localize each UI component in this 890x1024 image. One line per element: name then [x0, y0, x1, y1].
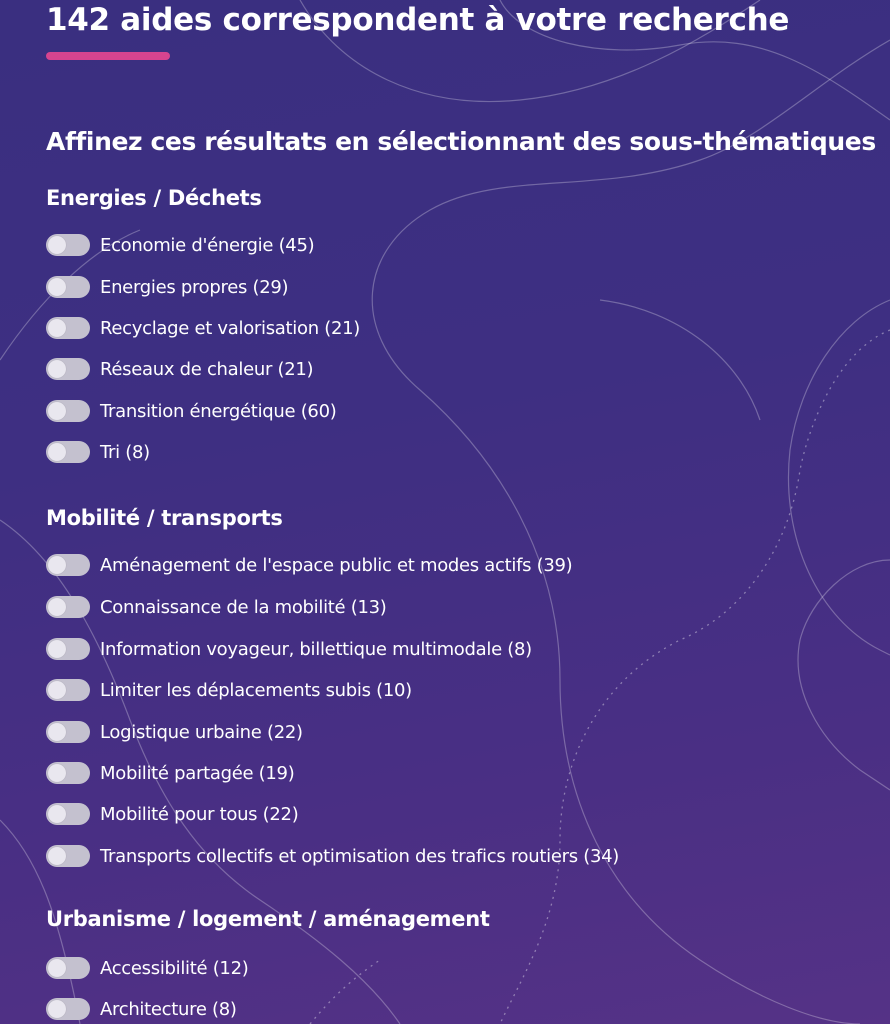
- filter-label: Information voyageur, billettique multimodale (8): [100, 638, 532, 660]
- filter-toggle-mobilite-pour-tous[interactable]: [46, 800, 298, 828]
- toggle-switch[interactable]: [46, 276, 90, 298]
- toggle-switch[interactable]: [46, 441, 90, 463]
- toggle-switch[interactable]: [46, 317, 90, 339]
- toggle-switch[interactable]: [46, 721, 90, 743]
- toggle-switch[interactable]: [46, 998, 90, 1020]
- toggle-switch[interactable]: [46, 596, 90, 618]
- filter-label: Architecture (8): [100, 998, 237, 1020]
- filter-toggle-energies-propres[interactable]: [46, 273, 288, 301]
- toggle-switch[interactable]: [46, 679, 90, 701]
- toggle-switch[interactable]: [46, 554, 90, 576]
- filter-label: Limiter les déplacements subis (10): [100, 679, 412, 701]
- toggle-knob: [48, 360, 66, 378]
- filter-toggle-logistique-urbaine[interactable]: [46, 718, 303, 746]
- filter-toggle-architecture[interactable]: [46, 995, 237, 1023]
- filter-toggle-limiter-deplacements[interactable]: [46, 676, 412, 704]
- section-title-mobilite: Mobilité / transports: [46, 506, 283, 530]
- toggle-knob: [48, 278, 66, 296]
- section-title-urbanisme: Urbanisme / logement / aménagement: [46, 907, 490, 931]
- toggle-switch[interactable]: [46, 762, 90, 784]
- filter-label: Mobilité pour tous (22): [100, 803, 299, 825]
- filter-toggle-economie-energie[interactable]: [46, 231, 314, 259]
- filter-toggle-connaissance-mobilite[interactable]: [46, 593, 386, 621]
- toggle-knob: [48, 402, 66, 420]
- filter-toggle-tri[interactable]: [46, 438, 150, 466]
- title-underline: [46, 52, 170, 60]
- filter-label: Accessibilité (12): [100, 957, 249, 979]
- toggle-knob: [48, 556, 66, 574]
- toggle-knob: [48, 236, 66, 254]
- filter-toggle-mobilite-partagee[interactable]: [46, 759, 294, 787]
- filter-label: Aménagement de l'espace public et modes actifs (39): [100, 554, 573, 576]
- toggle-switch[interactable]: [46, 234, 90, 256]
- filter-toggle-accessibilite[interactable]: [46, 954, 248, 982]
- filter-label: Economie d'énergie (45): [100, 234, 315, 256]
- toggle-knob: [48, 319, 66, 337]
- filter-label: Recyclage et valorisation (21): [100, 317, 360, 339]
- filter-toggle-amenagement-espace-public[interactable]: [46, 551, 572, 579]
- toggle-knob: [48, 847, 66, 865]
- filter-label: Transports collectifs et optimisation des trafics routiers (34): [100, 845, 619, 867]
- filter-label: Logistique urbaine (22): [100, 721, 303, 743]
- toggle-knob: [48, 598, 66, 616]
- filter-label: Réseaux de chaleur (21): [100, 358, 314, 380]
- toggle-switch[interactable]: [46, 957, 90, 979]
- filter-toggle-recyclage[interactable]: [46, 314, 360, 342]
- filter-label: Mobilité partagée (19): [100, 762, 295, 784]
- results-count-title: 142 aides correspondent à votre recherche: [46, 2, 790, 38]
- toggle-knob: [48, 640, 66, 658]
- toggle-knob: [48, 723, 66, 741]
- filter-toggle-transition-energetique[interactable]: [46, 397, 336, 425]
- toggle-knob: [48, 681, 66, 699]
- filter-label: Tri (8): [100, 441, 150, 463]
- filter-toggle-information-voyageur[interactable]: [46, 635, 532, 663]
- toggle-switch[interactable]: [46, 638, 90, 660]
- filter-label: Energies propres (29): [100, 276, 289, 298]
- filter-toggle-transports-collectifs[interactable]: [46, 842, 619, 870]
- toggle-switch[interactable]: [46, 400, 90, 422]
- toggle-knob: [48, 443, 66, 461]
- filter-label: Transition énergétique (60): [100, 400, 337, 422]
- filter-label: Connaissance de la mobilité (13): [100, 596, 387, 618]
- refine-title: Affinez ces résultats en sélectionnant des sous-thématiques: [46, 127, 876, 156]
- toggle-knob: [48, 959, 66, 977]
- filter-toggle-reseaux-chaleur[interactable]: [46, 355, 313, 383]
- toggle-switch[interactable]: [46, 803, 90, 825]
- toggle-knob: [48, 764, 66, 782]
- toggle-switch[interactable]: [46, 358, 90, 380]
- toggle-knob: [48, 805, 66, 823]
- section-title-energies: Energies / Déchets: [46, 186, 262, 210]
- toggle-switch[interactable]: [46, 845, 90, 867]
- toggle-knob: [48, 1000, 66, 1018]
